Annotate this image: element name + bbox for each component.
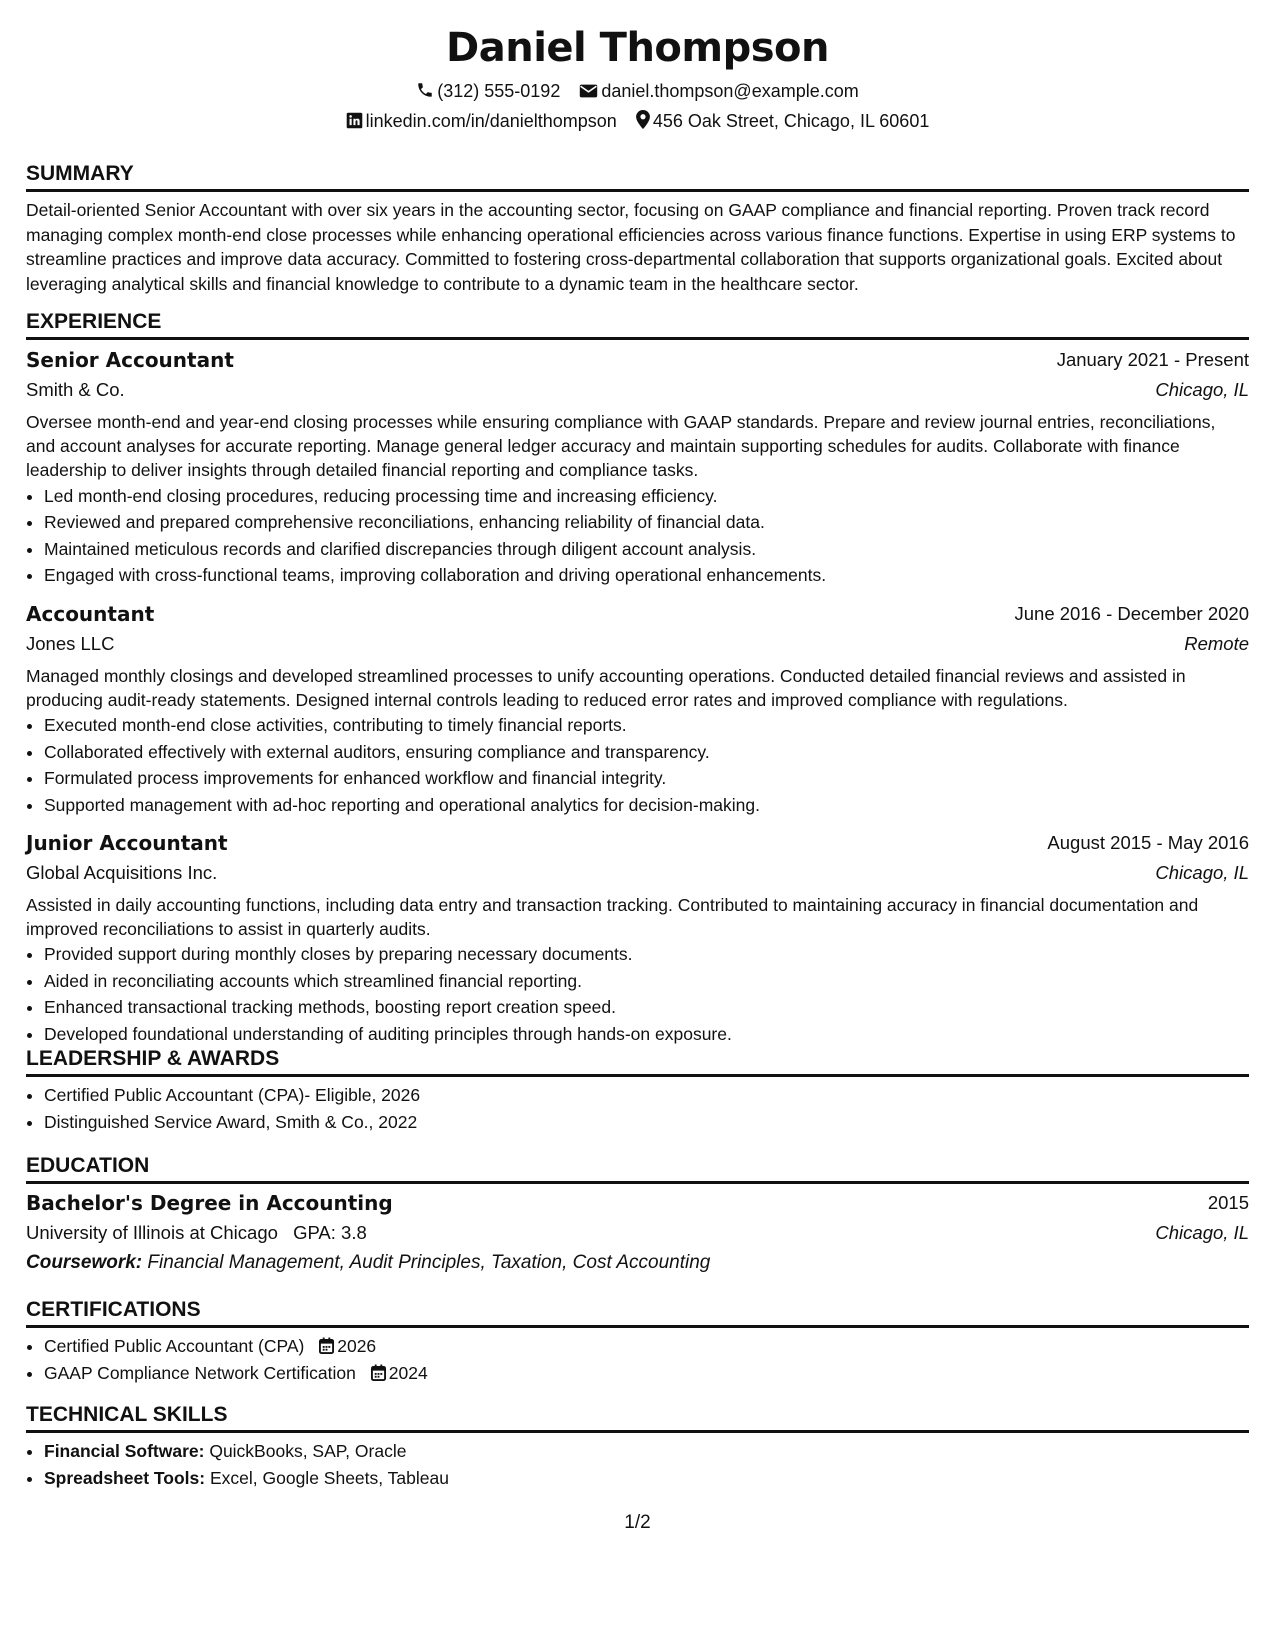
calendar-icon xyxy=(319,1337,334,1354)
experience-heading: EXPERIENCE xyxy=(26,309,1249,340)
job-title: Junior Accountant xyxy=(26,831,228,856)
address-contact xyxy=(636,107,930,135)
resume-header xyxy=(26,22,1249,135)
email-address: daniel.thompson@example.com xyxy=(601,81,859,101)
list-item: • Maintained meticulous records and clarified discrepancies through diligent account analysis. xyxy=(44,536,1249,563)
phone-number: (312) 555-0192 xyxy=(437,81,561,101)
job-description: Assisted in daily accounting functions, including data entry and transaction tracking. Contributed to maintaining accuracy in financial documentation and improved reconciliations to assist in quarterly audits. xyxy=(26,895,1199,940)
skill-category: Spreadsheet Tools: xyxy=(44,1467,206,1488)
list-item: • Supported management with ad-hoc reporting and operational analytics for decision-making. xyxy=(44,792,1249,819)
certification-year: 2026 xyxy=(337,1336,377,1356)
skill-values: Excel, Google Sheets, Tableau xyxy=(209,1467,449,1488)
email-contact[interactable] xyxy=(579,77,858,105)
job-bullets xyxy=(26,941,1249,1047)
job-dates: August 2015 - May 2016 xyxy=(1047,832,1249,854)
job-bullets xyxy=(26,483,1249,589)
job-entry xyxy=(26,828,1249,1047)
certifications-section xyxy=(26,1297,1249,1386)
coursework xyxy=(26,1248,1249,1278)
list-item: • Provided support during monthly closes by preparing necessary documents. xyxy=(44,941,1249,968)
job-location: Chicago, IL xyxy=(1155,379,1249,400)
coursework-list: Financial Management, Audit Principles, Taxation, Cost Accounting xyxy=(147,1252,711,1273)
school-location: Chicago, IL xyxy=(1155,1222,1249,1243)
job-bullets xyxy=(26,712,1249,818)
list-item: • Engaged with cross-functional teams, improving collaboration and driving operational enhancements. xyxy=(44,562,1249,589)
list-item: • Distinguished Service Award, Smith & Co., 2022 xyxy=(44,1109,1249,1136)
list-item xyxy=(44,1438,1249,1465)
calendar-icon xyxy=(371,1364,386,1381)
job-title: Accountant xyxy=(26,601,155,626)
envelope-icon xyxy=(579,83,598,99)
job-dates: January 2021 - Present xyxy=(1056,349,1249,370)
skills-heading: TECHNICAL SKILLS xyxy=(26,1402,1249,1433)
company-name: Global Acquisitions Inc. xyxy=(26,862,218,884)
resume-page xyxy=(26,22,1249,1533)
certifications-list xyxy=(26,1333,1249,1386)
job-entry xyxy=(26,345,1249,589)
company-name: Smith & Co. xyxy=(26,379,125,400)
list-item xyxy=(44,1465,1249,1492)
certification-name: GAAP Compliance Network Certification xyxy=(44,1362,356,1383)
certification-name: Certified Public Accountant (CPA) xyxy=(44,1336,305,1356)
list-item: • Collaborated effectively with external auditors, ensuring compliance and transparency. xyxy=(44,739,1249,766)
list-item xyxy=(44,1333,1249,1360)
job-title: Senior Accountant xyxy=(26,348,234,372)
certification-year: 2024 xyxy=(388,1362,428,1383)
list-item: • Executed month-end close activities, contributing to timely financial reports. xyxy=(44,712,1249,739)
education-heading: EDUCATION xyxy=(26,1153,1249,1184)
list-item: • Led month-end closing procedures, reducing processing time and increasing efficiency. xyxy=(44,483,1249,510)
linkedin-contact[interactable] xyxy=(346,107,617,135)
list-item: • Reviewed and prepared comprehensive reconciliations, enhancing reliability of financial data. xyxy=(44,509,1249,536)
list-item: • Formulated process improvements for enhanced workflow and financial integrity. xyxy=(44,765,1249,792)
school-name: University of Illinois at Chicago xyxy=(26,1222,278,1243)
certifications-heading: CERTIFICATIONS xyxy=(26,1297,1249,1328)
job-location: Chicago, IL xyxy=(1155,862,1249,884)
degree-title: Bachelor's Degree in Accounting xyxy=(26,1191,393,1215)
gpa: GPA: 3.8 xyxy=(293,1222,367,1243)
awards-section xyxy=(26,1046,1249,1135)
job-entry xyxy=(26,599,1249,818)
skills-section xyxy=(26,1402,1249,1491)
awards-list xyxy=(26,1082,1249,1135)
company-name: Jones LLC xyxy=(26,632,115,654)
phone-contact[interactable] xyxy=(416,77,560,105)
coursework-label: Coursework: xyxy=(26,1252,143,1273)
contact-row-2 xyxy=(26,107,1249,135)
summary-text: Detail-oriented Senior Accountant with over six years in the accounting sector, focusing on GAAP compliance and financial reporting. Proven track record managing complex month-end close processes while enhancing operational efficiencies across various finance functions. Expertise in using ERP systems to streamline practices and improve data accuracy. Committed to fostering cross-departmental collaboration that supports organizational goals. Excited about leveraging analytical skills and financial knowledge to contribute to a dynamic team in the healthcare sector. xyxy=(26,200,1236,294)
list-item: • Developed foundational understanding of auditing principles through hands-on exposure. xyxy=(44,1021,1249,1048)
list-item: • Aided in reconciliating accounts which streamlined financial reporting. xyxy=(44,968,1249,995)
awards-heading: LEADERSHIP & AWARDS xyxy=(26,1046,1249,1077)
skills-list xyxy=(26,1438,1249,1491)
candidate-name: Daniel Thompson xyxy=(446,25,829,71)
list-item xyxy=(44,1360,1249,1387)
page-number: 1/2 xyxy=(624,1512,651,1533)
experience-section xyxy=(26,309,1249,1047)
list-item: • Enhanced transactional tracking methods, boosting report creation speed. xyxy=(44,994,1249,1021)
map-pin-icon xyxy=(636,110,650,129)
education-section xyxy=(26,1153,1249,1278)
job-location: Remote xyxy=(1184,632,1249,654)
job-dates: June 2016 - December 2020 xyxy=(1014,602,1249,624)
phone-icon xyxy=(416,81,434,99)
job-description: Managed monthly closings and developed streamlined processes to unify accounting operations. Conducted detailed financial reviews and assisted in producing audit-ready statements. Designed internal controls leading to reduced error rates and improved compliance with regulations. xyxy=(26,665,1186,710)
summary-section xyxy=(26,161,1249,296)
list-item: • Certified Public Accountant (CPA)- Eligible, 2026 xyxy=(44,1082,1249,1109)
linkedin-url: linkedin.com/in/danielthompson xyxy=(365,111,617,131)
contact-row-1 xyxy=(26,77,1249,105)
street-address: 456 Oak Street, Chicago, IL 60601 xyxy=(652,111,930,131)
skill-values: QuickBooks, SAP, Oracle xyxy=(209,1441,407,1461)
linkedin-icon xyxy=(346,112,363,129)
skill-category: Financial Software: xyxy=(44,1441,205,1461)
summary-heading: SUMMARY xyxy=(26,161,1249,192)
graduation-year: 2015 xyxy=(1207,1192,1249,1213)
job-description: Oversee month-end and year-end closing processes while ensuring compliance with GAAP standards. Prepare and review journal entries, reconciliations, and account analyses for accurate reporting. Manage general ledger accuracy and maintain supporting schedules for audits. Collaborate with finance leadership to deliver insights through detailed financial reporting and compliance tasks. xyxy=(26,412,1216,481)
